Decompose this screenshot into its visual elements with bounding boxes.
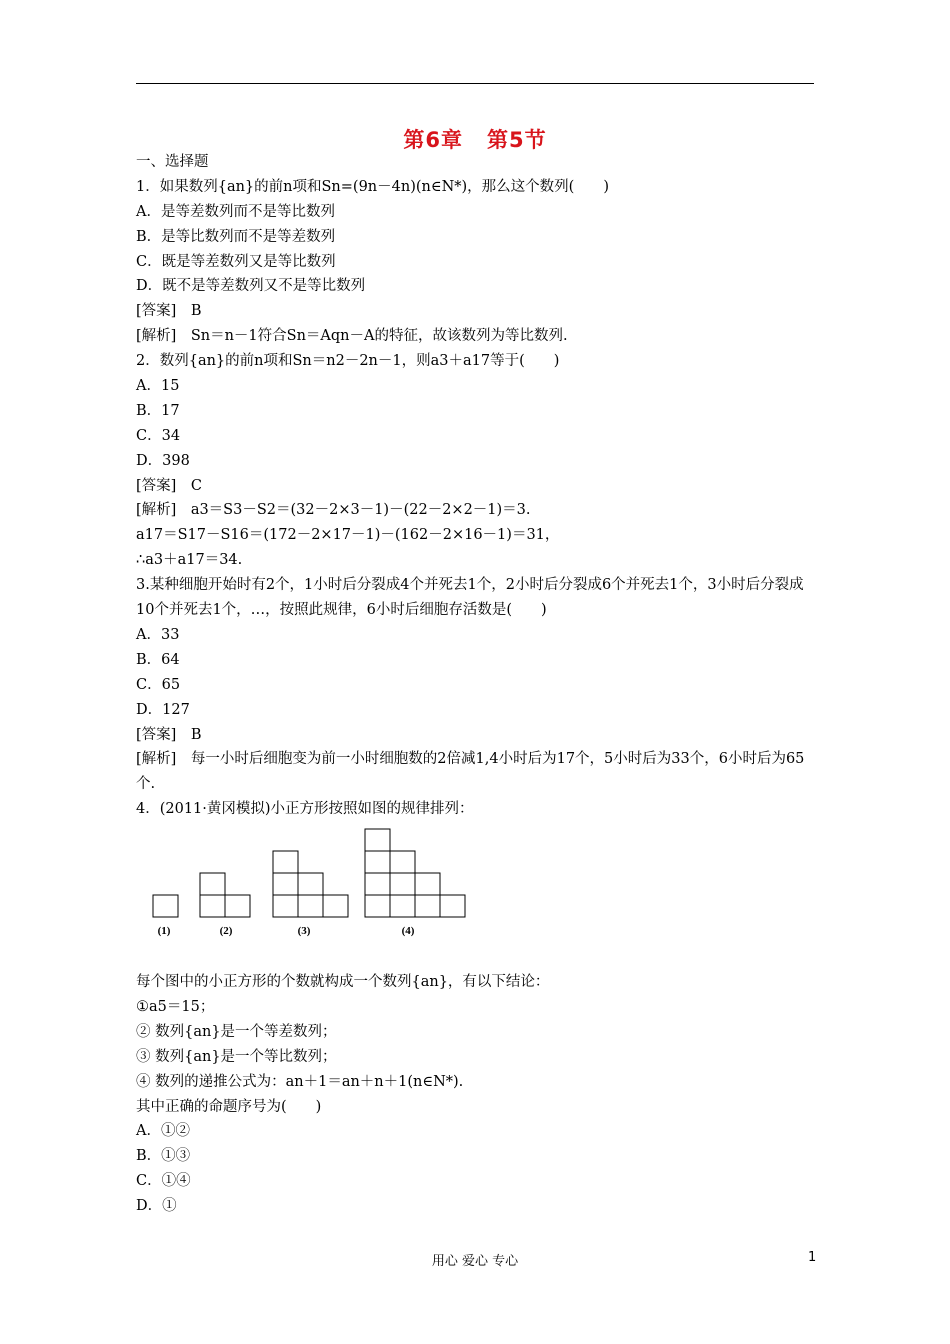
option-d: D．127 xyxy=(136,701,190,718)
answer: [答案] C xyxy=(136,477,202,494)
figure-3-squares xyxy=(273,851,348,917)
square xyxy=(365,851,390,873)
square-pattern-svg xyxy=(136,822,816,970)
figure-label-2: (2) xyxy=(219,925,233,938)
option-b: B．①③ xyxy=(136,1148,191,1165)
square xyxy=(323,895,348,917)
document-body xyxy=(136,150,816,1219)
square xyxy=(390,873,415,895)
square xyxy=(153,895,178,917)
option-a: A．①② xyxy=(136,1123,190,1140)
answer: [答案] B xyxy=(136,303,202,320)
square xyxy=(390,851,415,873)
option-c: C．既是等差数列又是等比数列 xyxy=(136,253,336,270)
square xyxy=(365,829,390,851)
square xyxy=(298,873,323,895)
question-prompt: 其中正确的命题序号为( ) xyxy=(136,1098,322,1115)
question-2 xyxy=(136,349,816,573)
square xyxy=(390,895,415,917)
analysis: [解析] 每一小时后细胞变为前一小时细胞数的2倍减1,4小时后为17个，5小时后为33个，6小时后为65个. xyxy=(136,751,805,793)
chapter-label: 第6章 xyxy=(403,128,463,152)
figure-1-squares xyxy=(153,895,178,917)
option-b: B．17 xyxy=(136,402,180,419)
statement-4: ④ 数列的递推公式为：an＋1＝an＋n＋1(n∈N*). xyxy=(136,1073,464,1090)
question-3 xyxy=(136,573,816,797)
option-d: D．既不是等差数列又不是等比数列 xyxy=(136,278,366,295)
square xyxy=(365,873,390,895)
header-rule xyxy=(136,83,814,84)
square xyxy=(225,895,250,917)
statements-intro: 每个图中的小正方形的个数就构成一个数列{an}，有以下结论： xyxy=(136,974,550,991)
statement-1: ①a5＝15； xyxy=(136,999,215,1015)
option-c: C．34 xyxy=(136,427,181,444)
question-stem: 1．如果数列{an}的前n项和Sn=(9n－4n)(n∈N*)，那么这个数列( ) xyxy=(136,178,609,195)
figure-label-4: (4) xyxy=(401,925,415,938)
option-b: B．是等比数列而不是等差数列 xyxy=(136,228,336,245)
option-b: B．64 xyxy=(136,651,180,668)
figure-4-squares xyxy=(365,829,465,917)
page-number: 1 xyxy=(808,1250,817,1265)
square xyxy=(273,851,298,873)
figure-label-1: (1) xyxy=(157,925,171,938)
square xyxy=(365,895,390,917)
option-d: D．398 xyxy=(136,452,190,469)
question-4 xyxy=(136,797,816,1219)
question-1 xyxy=(136,175,816,349)
option-c: C．①④ xyxy=(136,1173,191,1190)
analysis: [解析] Sn＝n－1符合Sn＝Aqn－A的特征，故该数列为等比数列. xyxy=(136,328,568,345)
option-a: A．15 xyxy=(136,378,180,395)
section-label: 第5节 xyxy=(487,128,547,152)
figure-2-squares xyxy=(200,873,250,917)
footer-text: 用心 爱心 专心 xyxy=(431,1254,519,1269)
square xyxy=(273,873,298,895)
option-a: A．是等差数列而不是等比数列 xyxy=(136,203,335,220)
square xyxy=(273,895,298,917)
statement-2: ② 数列{an}是一个等差数列； xyxy=(136,1023,337,1040)
square xyxy=(415,873,440,895)
square xyxy=(415,895,440,917)
square xyxy=(298,895,323,917)
statement-3: ③ 数列{an}是一个等比数列； xyxy=(136,1048,337,1065)
analysis-line-1: [解析] a3＝S3－S2＝(32－2×3－1)－(22－2×2－1)＝3. xyxy=(136,502,531,519)
question-stem: 2．数列{an}的前n项和Sn＝n2－2n－1，则a3＋a17等于( ) xyxy=(136,353,560,370)
question-stem: 3.某种细胞开始时有2个，1小时后分裂成4个并死去1个，2小时后分裂成6个并死去1个，3小时后分裂成10个并死去1个，…，按照此规律，6小时后细胞存活数是( ) xyxy=(136,577,804,619)
section-heading: 一、选择题 xyxy=(136,154,209,170)
option-d: D．① xyxy=(136,1198,177,1215)
analysis-line-2: a17＝S17－S16＝(172－2×17－1)－(162－2×16－1)＝31， xyxy=(136,527,560,544)
option-a: A．33 xyxy=(136,626,180,643)
square-pattern-figure xyxy=(136,822,816,970)
square xyxy=(200,895,225,917)
square xyxy=(440,895,465,917)
question-stem: 4．(2011·黄冈模拟)小正方形按照如图的规律排列： xyxy=(136,801,474,818)
figure-label-3: (3) xyxy=(297,925,311,938)
square xyxy=(200,873,225,895)
answer: [答案] B xyxy=(136,726,202,743)
option-c: C．65 xyxy=(136,676,181,693)
analysis-line-3: ∴a3＋a17＝34. xyxy=(136,552,243,569)
